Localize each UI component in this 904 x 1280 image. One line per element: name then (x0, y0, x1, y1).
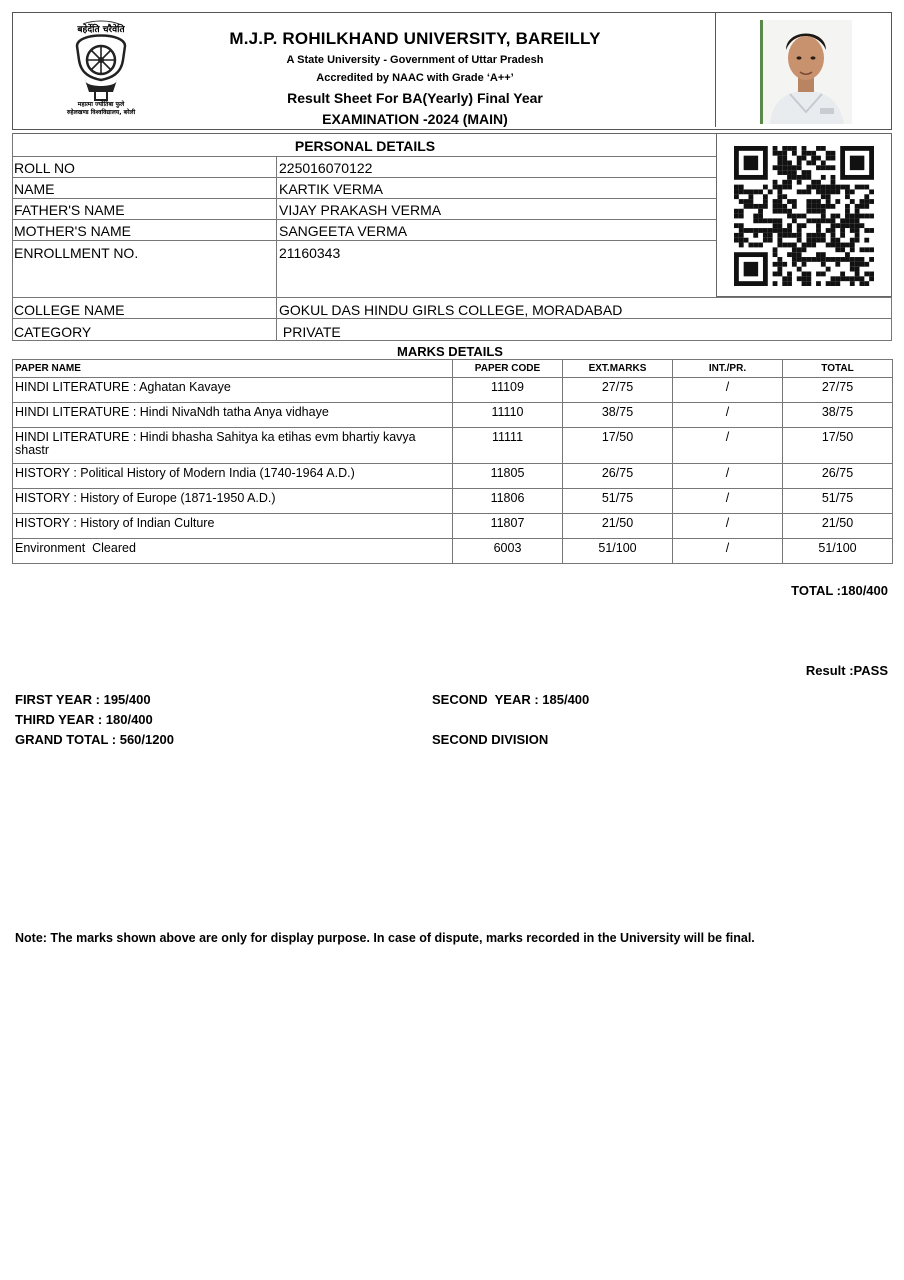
enrollment-label: ENROLLMENT NO. (14, 245, 139, 261)
col-ext-marks: EXT.MARKS (563, 360, 673, 378)
naac-line: Accredited by NAAC with Grade ‘A++’ (316, 72, 514, 84)
ext-marks-cell: 17/50 (563, 428, 673, 464)
student-photo (760, 20, 852, 124)
paper-code-cell: 6003 (453, 539, 563, 564)
ext-marks-cell: 51/75 (563, 489, 673, 514)
column-divider (276, 297, 277, 340)
table-row (13, 514, 893, 539)
roll-no-value: 225016070122 (279, 160, 373, 176)
university-logo (55, 18, 147, 116)
paper-code-cell: 11111 (453, 428, 563, 464)
mother-name-value: SANGEETA VERMA (279, 223, 408, 239)
marks-table (12, 359, 893, 564)
paper-name-cell: HISTORY : History of Indian Culture (13, 514, 453, 539)
paper-name-cell: HINDI LITERATURE : Aghatan Kavaye (13, 378, 453, 403)
total-cell: 26/75 (783, 464, 893, 489)
grand-total: GRAND TOTAL : 560/1200 (15, 732, 174, 747)
ext-marks-cell: 38/75 (563, 403, 673, 428)
ext-marks-cell: 26/75 (563, 464, 673, 489)
logo-motto: बहेर्देति चरैवेति (77, 25, 125, 35)
row-divider (12, 219, 716, 220)
row-divider (12, 240, 716, 241)
total-cell: 21/50 (783, 514, 893, 539)
college-name-label: COLLEGE NAME (14, 302, 125, 318)
total-cell: 51/100 (783, 539, 893, 564)
marks-header-row (13, 360, 893, 378)
row-divider (12, 156, 716, 157)
second-year-marks: SECOND YEAR : 185/400 (432, 692, 590, 707)
col-paper-code: PAPER CODE (453, 360, 563, 378)
table-row (13, 539, 893, 564)
row-divider (12, 177, 716, 178)
row-divider (12, 198, 716, 199)
ext-marks-cell: 21/50 (563, 514, 673, 539)
university-title: M.J.P. ROHILKHAND UNIVERSITY, BAREILLY (229, 29, 601, 48)
marks-details-heading: MARKS DETAILS (397, 344, 503, 359)
paper-name-cell: HISTORY : Political History of Modern India (1740-1964 A.D.) (13, 464, 453, 489)
paper-code-cell: 11110 (453, 403, 563, 428)
int-pr-cell: / (673, 489, 783, 514)
category-label: CATEGORY (14, 324, 92, 340)
name-label: NAME (14, 181, 55, 197)
paper-code-cell: 11805 (453, 464, 563, 489)
total-marks: TOTAL :180/400 (791, 583, 888, 598)
ext-marks-cell: 51/100 (563, 539, 673, 564)
first-year-marks: FIRST YEAR : 195/400 (15, 692, 151, 707)
paper-code-cell: 11806 (453, 489, 563, 514)
college-name-value: GOKUL DAS HINDU GIRLS COLLEGE, MORADABAD (279, 302, 623, 318)
total-cell: 17/50 (783, 428, 893, 464)
father-name-value: VIJAY PRAKASH VERMA (279, 202, 442, 218)
result-sheet-title: Result Sheet For BA(Yearly) Final Year (287, 90, 543, 106)
division: SECOND DIVISION (432, 732, 549, 747)
table-row (13, 428, 893, 464)
personal-details-heading: PERSONAL DETAILS (294, 138, 436, 154)
int-pr-cell: / (673, 464, 783, 489)
column-divider (12, 133, 13, 340)
int-pr-cell: / (673, 539, 783, 564)
paper-name-cell: HINDI LITERATURE : Hindi NivaNdh tatha Anya vidhaye (13, 403, 453, 428)
int-pr-cell: / (673, 428, 783, 464)
paper-name-cell: HISTORY : History of Europe (1871-1950 A.D.) (13, 489, 453, 514)
paper-code-cell: 11807 (453, 514, 563, 539)
ext-marks-cell: 27/75 (563, 378, 673, 403)
disclaimer-note: Note: The marks shown above are only for display purpose. In case of dispute, marks recorded in the University will be final. (15, 931, 755, 945)
third-year-marks: THIRD YEAR : 180/400 (15, 712, 153, 727)
state-university-line: A State University - Government of Uttar Pradesh (286, 54, 544, 66)
mother-name-label: MOTHER'S NAME (14, 223, 132, 239)
row-divider (12, 318, 892, 319)
int-pr-cell: / (673, 514, 783, 539)
paper-code-cell: 11109 (453, 378, 563, 403)
int-pr-cell: / (673, 378, 783, 403)
enrollment-value: 21160343 (279, 245, 341, 261)
father-name-label: FATHER'S NAME (14, 202, 125, 218)
examination-title: EXAMINATION -2024 (MAIN) (322, 111, 508, 127)
logo-caption-1: महात्मा ज्योतिबा फुले (77, 101, 125, 108)
row-divider (12, 297, 892, 298)
column-divider (891, 297, 892, 340)
logo-caption-2: रुहेलखण्ड विश्वविद्यालय, बरेली (66, 109, 136, 116)
paper-name-cell: HINDI LITERATURE : Hindi bhasha Sahitya ka etihas evm bhartiy kavya shastr (13, 428, 453, 464)
table-row (13, 464, 893, 489)
column-divider (276, 156, 277, 297)
name-value: KARTIK VERMA (279, 181, 383, 197)
result-status: Result :PASS (805, 663, 888, 678)
col-total: TOTAL (783, 360, 893, 378)
roll-no-label: ROLL NO (14, 160, 75, 176)
int-pr-cell: / (673, 403, 783, 428)
paper-name-cell: Environment Cleared (13, 539, 453, 564)
table-row (13, 489, 893, 514)
col-int-pr: INT./PR. (673, 360, 783, 378)
col-paper-name: PAPER NAME (13, 360, 453, 378)
total-cell: 38/75 (783, 403, 893, 428)
qr-code (733, 146, 875, 286)
table-row (13, 403, 893, 428)
row-divider (12, 340, 892, 341)
category-value: PRIVATE (279, 324, 341, 340)
total-cell: 51/75 (783, 489, 893, 514)
table-row (13, 378, 893, 403)
total-cell: 27/75 (783, 378, 893, 403)
